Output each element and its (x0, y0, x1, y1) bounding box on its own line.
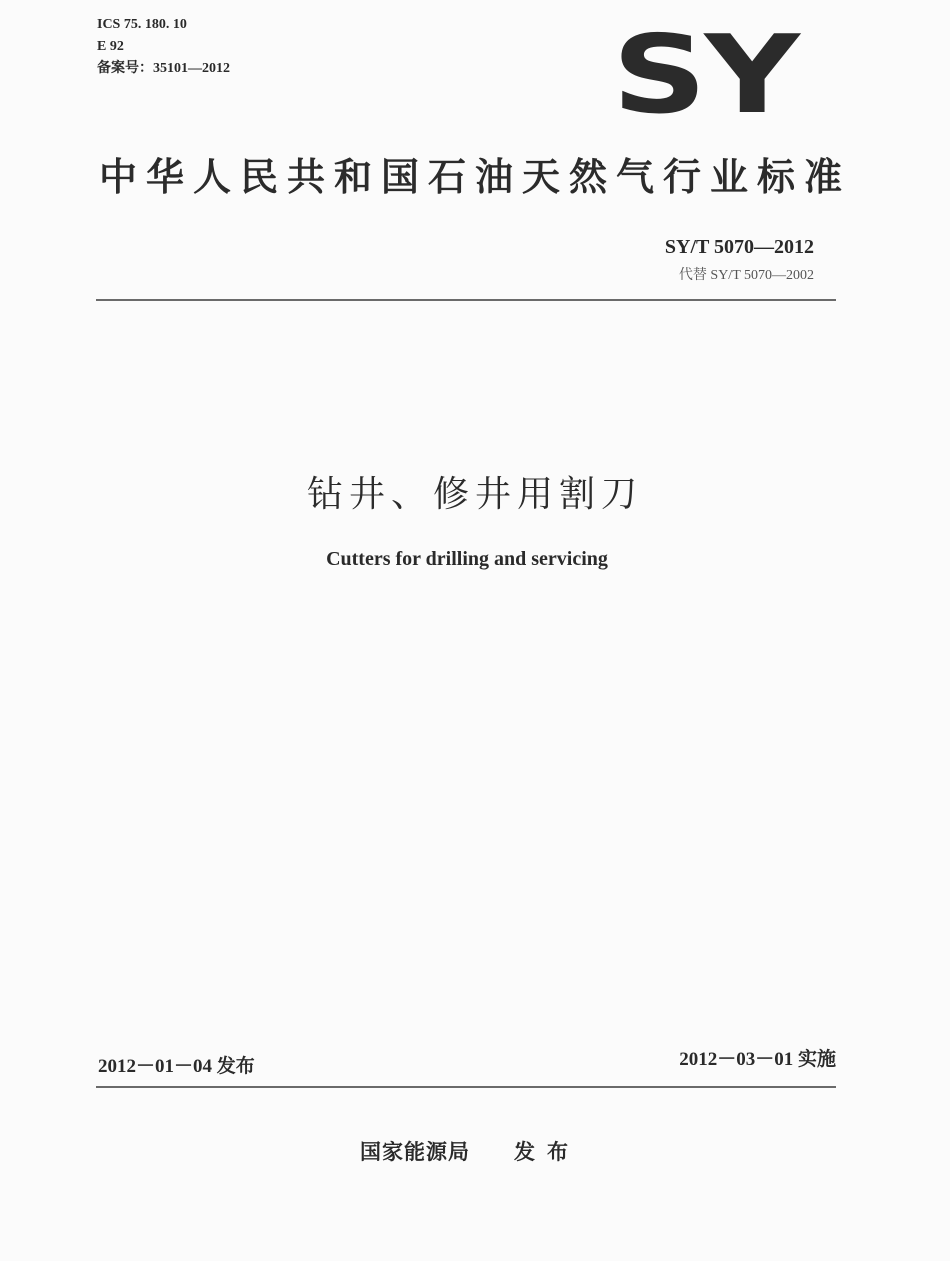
document-title-chinese: 钻井、修井用割刀 (306, 474, 643, 515)
sy-logo: SY (612, 13, 798, 138)
ics-code: ICS 75. 180. 10 (97, 17, 187, 32)
filing-number: 备案号：35101—2012 (97, 61, 230, 76)
issue-date: 2012－01－04 发布 (98, 1056, 255, 1077)
implementation-date: 2012－03－01 实施 (679, 1049, 836, 1070)
industry-standard-title: 中华人民共和国石油天然气行业标准 (98, 155, 851, 199)
classification-block (97, 14, 230, 80)
header-divider (96, 299, 836, 301)
replaces-standard: 代替 SY/T 5070—2002 (678, 268, 814, 283)
document-title-english: Cutters for drilling and servicing (326, 548, 608, 570)
issuing-authority: 国家能源局 (360, 1140, 470, 1164)
publisher-line (360, 1136, 580, 1166)
footer-divider (96, 1086, 836, 1088)
classification-code: E 92 (97, 39, 124, 54)
standard-number: SY/T 5070—2012 (664, 236, 814, 258)
publish-label: 发布 (514, 1140, 580, 1164)
